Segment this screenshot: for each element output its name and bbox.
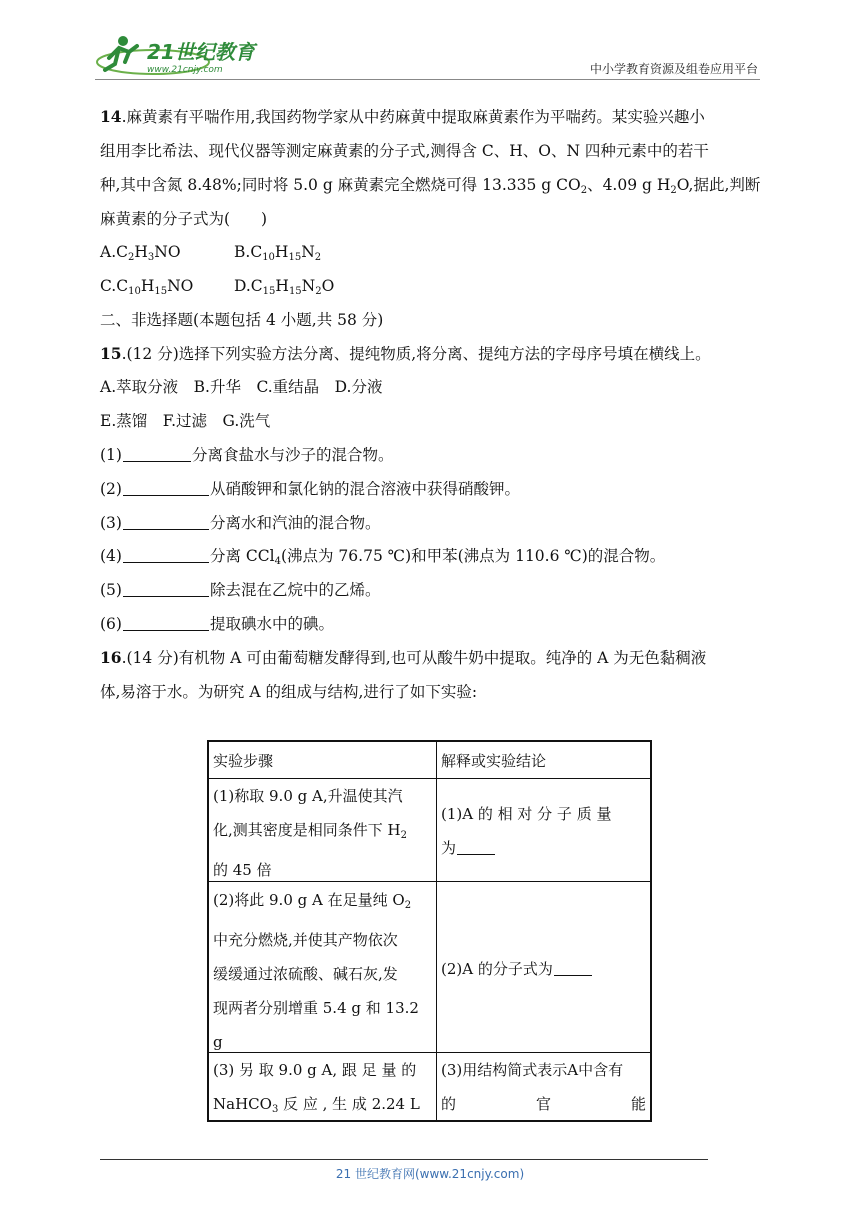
section-title: 二、非选择题(本题包括 4 小题,共 58 分) bbox=[100, 311, 384, 329]
table-header-steps: 实验步骤 bbox=[213, 752, 274, 770]
answer-blank[interactable] bbox=[123, 514, 209, 530]
svg-text:21世纪教育: 21世纪教育 bbox=[147, 40, 255, 64]
q15-methods-2: E.蒸馏 F.过滤 G.洗气 bbox=[100, 412, 271, 430]
q14-option-a[interactable]: $A.C_2H_3NO$ bbox=[100, 243, 181, 263]
page-header bbox=[95, 28, 760, 80]
q16-line2: 体,易溶于水。为研究 A 的组成与结构,进行了如下实验: bbox=[100, 683, 478, 701]
q15-stem: 15.(12 分)选择下列实验方法分离、提纯物质,将分离、提纯方法的字母序号填在横线上。 bbox=[100, 344, 711, 363]
table-row3-step: (3) 另 取 9.0 g A, 跟 足 量 的 NaHCO$_3$ 反 应 , 生 成 2.24 L bbox=[213, 1061, 420, 1115]
q14-line4: 麻黄素的分子式为( ) bbox=[100, 210, 268, 228]
q14-line2: 组用李比希法、现代仪器等测定麻黄素的分子式,测得含 C、H、O、N 四种元素中的若干 bbox=[100, 142, 709, 160]
table-row1-step: (1)称取 9.0 g A,升温使其汽 化,测其密度是相同条件下 $H_2$ 的 45 倍 bbox=[213, 787, 407, 879]
table-row3-conclusion: (3)用结构简式表示A中含有 的 官 能 bbox=[441, 1061, 646, 1113]
table-row2-conclusion: (2)A 的分子式为 bbox=[437, 952, 650, 986]
table-row1-conclusion: (1)A 的 相 对 分 子 质 量 为 bbox=[441, 805, 612, 857]
q15-item-1: (1) 分离食盐水与沙子的混合物。 bbox=[100, 446, 394, 464]
answer-blank[interactable] bbox=[123, 446, 191, 462]
q15-item-5: (5) 除去混在乙烷中的乙烯。 bbox=[100, 581, 381, 599]
q14-option-c[interactable]: $C.C_{10}H_{15}NO$ bbox=[100, 277, 194, 297]
experiment-table bbox=[207, 740, 652, 1122]
platform-name: 中小学教育资源及组卷应用平台 bbox=[589, 62, 758, 76]
svg-text:www.21cnjy.com: www.21cnjy.com bbox=[147, 65, 223, 75]
q15-item-2: (2) 从硝酸钾和氯化钠的混合溶液中获得硝酸钾。 bbox=[100, 480, 520, 498]
q14-option-d[interactable]: $D.C_{15}H_{15}N_2O$ bbox=[234, 277, 335, 297]
table-header-conclusion: 解释或实验结论 bbox=[441, 752, 547, 770]
site-logo bbox=[95, 32, 265, 76]
answer-blank[interactable] bbox=[123, 615, 209, 631]
table-row2-step: (2)将此 9.0 g A 在足量纯 $O_2$ 中充分燃烧,并使其产物依次 缓缓通过浓硫酸、碱石灰,发 现两者分别增重 5.4 g 和 13.2 g bbox=[213, 891, 419, 1051]
q15-methods-1: A.萃取分液 B.升华 C.重结晶 D.分液 bbox=[100, 378, 383, 396]
answer-blank[interactable] bbox=[123, 547, 209, 563]
header-divider bbox=[95, 79, 760, 80]
q16-line1: 16.(14 分)有机物 A 可由葡萄糖发酵得到,也可从酸牛奶中提取。纯净的 A 为无色黏稠液 bbox=[100, 648, 707, 667]
answer-blank[interactable] bbox=[123, 581, 209, 597]
answer-blank[interactable] bbox=[554, 960, 592, 976]
q15-item-3: (3) 分离水和汽油的混合物。 bbox=[100, 514, 381, 532]
q15-item-6: (6) 提取碘水中的碘。 bbox=[100, 615, 334, 633]
q15-item-4: (4) 分离 CCl$_4$(沸点为 76.75 ℃)和甲苯(沸点为 110.6 ℃)的混合物。 bbox=[100, 547, 666, 567]
page-footer: 21 世纪教育网(www.21cnjy.com) bbox=[335, 1167, 525, 1181]
answer-blank[interactable] bbox=[123, 480, 209, 496]
footer-divider bbox=[100, 1159, 708, 1160]
q14-line3: 种,其中含氮 8.48%;同时将 5.0 g 麻黄素完全燃烧可得 13.335 g $CO_2$、4.09 g $H_2O$,据此,判断 bbox=[100, 176, 761, 196]
answer-blank[interactable] bbox=[457, 839, 495, 855]
q14-option-b[interactable]: $B.C_{10}H_{15}N_2$ bbox=[234, 243, 322, 263]
q14-line1: 14.麻黄素有平喘作用,我国药物学家从中药麻黄中提取麻黄素作为平喘药。某实验兴趣小 bbox=[100, 107, 705, 126]
